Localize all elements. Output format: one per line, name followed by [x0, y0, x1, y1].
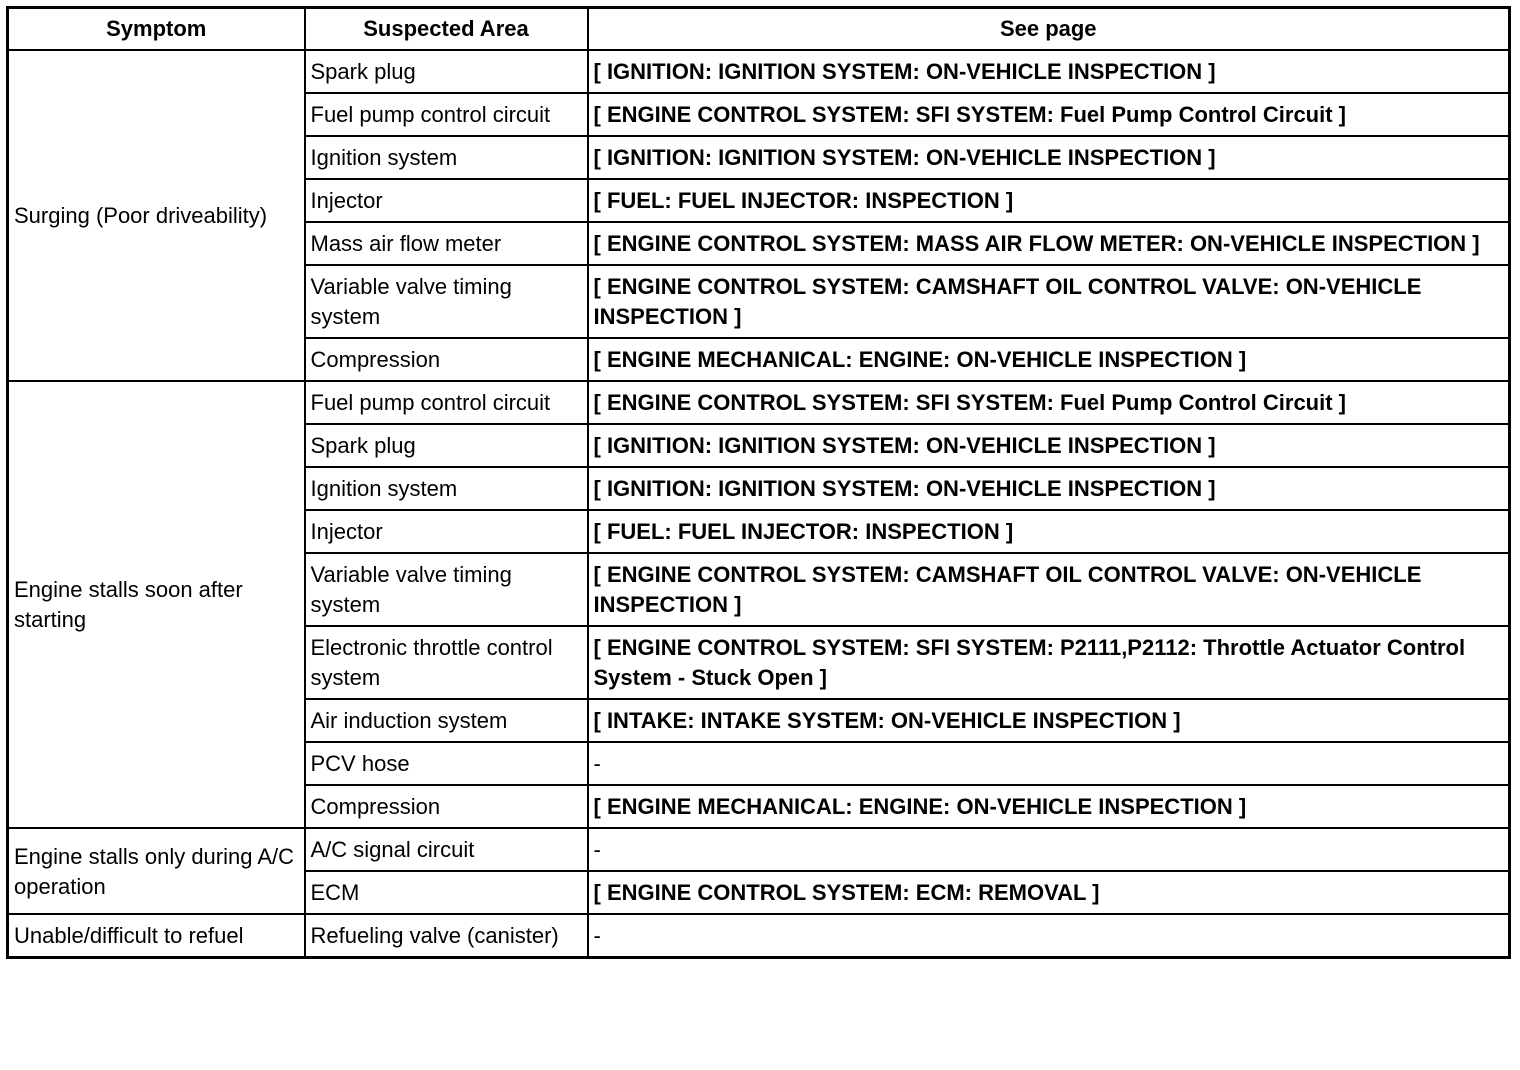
see-page-cell: - — [588, 828, 1510, 871]
see-page-cell: - — [588, 742, 1510, 785]
see-page-link[interactable]: [ FUEL: FUEL INJECTOR: INSPECTION ] — [588, 510, 1510, 553]
suspected-area-cell: PCV hose — [305, 742, 588, 785]
header-see-page: See page — [588, 8, 1510, 51]
table-body — [8, 50, 1510, 958]
symptom-cell: Engine stalls soon after starting — [8, 381, 305, 828]
see-page-link[interactable]: [ FUEL: FUEL INJECTOR: INSPECTION ] — [588, 179, 1510, 222]
suspected-area-cell: Variable valve timing system — [305, 553, 588, 626]
suspected-area-cell: Spark plug — [305, 50, 588, 93]
suspected-area-cell: Fuel pump control circuit — [305, 93, 588, 136]
header-symptom: Symptom — [8, 8, 305, 51]
suspected-area-cell: Ignition system — [305, 467, 588, 510]
table-row — [8, 828, 1510, 871]
see-page-link[interactable]: [ ENGINE CONTROL SYSTEM: CAMSHAFT OIL CONTROL VALVE: ON-VEHICLE INSPECTION ] — [588, 553, 1510, 626]
see-page-link[interactable]: [ ENGINE MECHANICAL: ENGINE: ON-VEHICLE INSPECTION ] — [588, 785, 1510, 828]
troubleshooting-table — [6, 6, 1511, 959]
suspected-area-cell: Ignition system — [305, 136, 588, 179]
table-row — [8, 381, 1510, 424]
suspected-area-cell: Mass air flow meter — [305, 222, 588, 265]
symptom-cell: Unable/difficult to refuel — [8, 914, 305, 958]
table-row — [8, 50, 1510, 93]
see-page-link[interactable]: [ ENGINE CONTROL SYSTEM: MASS AIR FLOW METER: ON-VEHICLE INSPECTION ] — [588, 222, 1510, 265]
suspected-area-cell: A/C signal circuit — [305, 828, 588, 871]
suspected-area-cell: Injector — [305, 510, 588, 553]
suspected-area-cell: Refueling valve (canister) — [305, 914, 588, 958]
suspected-area-cell: Spark plug — [305, 424, 588, 467]
see-page-link[interactable]: [ ENGINE CONTROL SYSTEM: CAMSHAFT OIL CONTROL VALVE: ON-VEHICLE INSPECTION ] — [588, 265, 1510, 338]
suspected-area-cell: Compression — [305, 338, 588, 381]
see-page-link[interactable]: [ IGNITION: IGNITION SYSTEM: ON-VEHICLE INSPECTION ] — [588, 50, 1510, 93]
suspected-area-cell: Electronic throttle control system — [305, 626, 588, 699]
troubleshooting-table-container — [6, 6, 1508, 959]
see-page-cell: - — [588, 914, 1510, 958]
symptom-cell: Engine stalls only during A/C operation — [8, 828, 305, 914]
suspected-area-cell: Injector — [305, 179, 588, 222]
see-page-link[interactable]: [ IGNITION: IGNITION SYSTEM: ON-VEHICLE INSPECTION ] — [588, 424, 1510, 467]
header-suspected-area: Suspected Area — [305, 8, 588, 51]
see-page-link[interactable]: [ IGNITION: IGNITION SYSTEM: ON-VEHICLE INSPECTION ] — [588, 467, 1510, 510]
suspected-area-cell: Fuel pump control circuit — [305, 381, 588, 424]
symptom-cell: Surging (Poor driveability) — [8, 50, 305, 381]
suspected-area-cell: ECM — [305, 871, 588, 914]
see-page-link[interactable]: [ ENGINE CONTROL SYSTEM: SFI SYSTEM: Fuel Pump Control Circuit ] — [588, 93, 1510, 136]
header-row — [8, 8, 1510, 51]
table-row — [8, 914, 1510, 958]
see-page-link[interactable]: [ INTAKE: INTAKE SYSTEM: ON-VEHICLE INSPECTION ] — [588, 699, 1510, 742]
see-page-link[interactable]: [ ENGINE MECHANICAL: ENGINE: ON-VEHICLE INSPECTION ] — [588, 338, 1510, 381]
see-page-link[interactable]: [ ENGINE CONTROL SYSTEM: ECM: REMOVAL ] — [588, 871, 1510, 914]
suspected-area-cell: Variable valve timing system — [305, 265, 588, 338]
see-page-link[interactable]: [ ENGINE CONTROL SYSTEM: SFI SYSTEM: P2111,P2112: Throttle Actuator Control System - Stuck Open ] — [588, 626, 1510, 699]
suspected-area-cell: Compression — [305, 785, 588, 828]
suspected-area-cell: Air induction system — [305, 699, 588, 742]
see-page-link[interactable]: [ ENGINE CONTROL SYSTEM: SFI SYSTEM: Fuel Pump Control Circuit ] — [588, 381, 1510, 424]
see-page-link[interactable]: [ IGNITION: IGNITION SYSTEM: ON-VEHICLE INSPECTION ] — [588, 136, 1510, 179]
